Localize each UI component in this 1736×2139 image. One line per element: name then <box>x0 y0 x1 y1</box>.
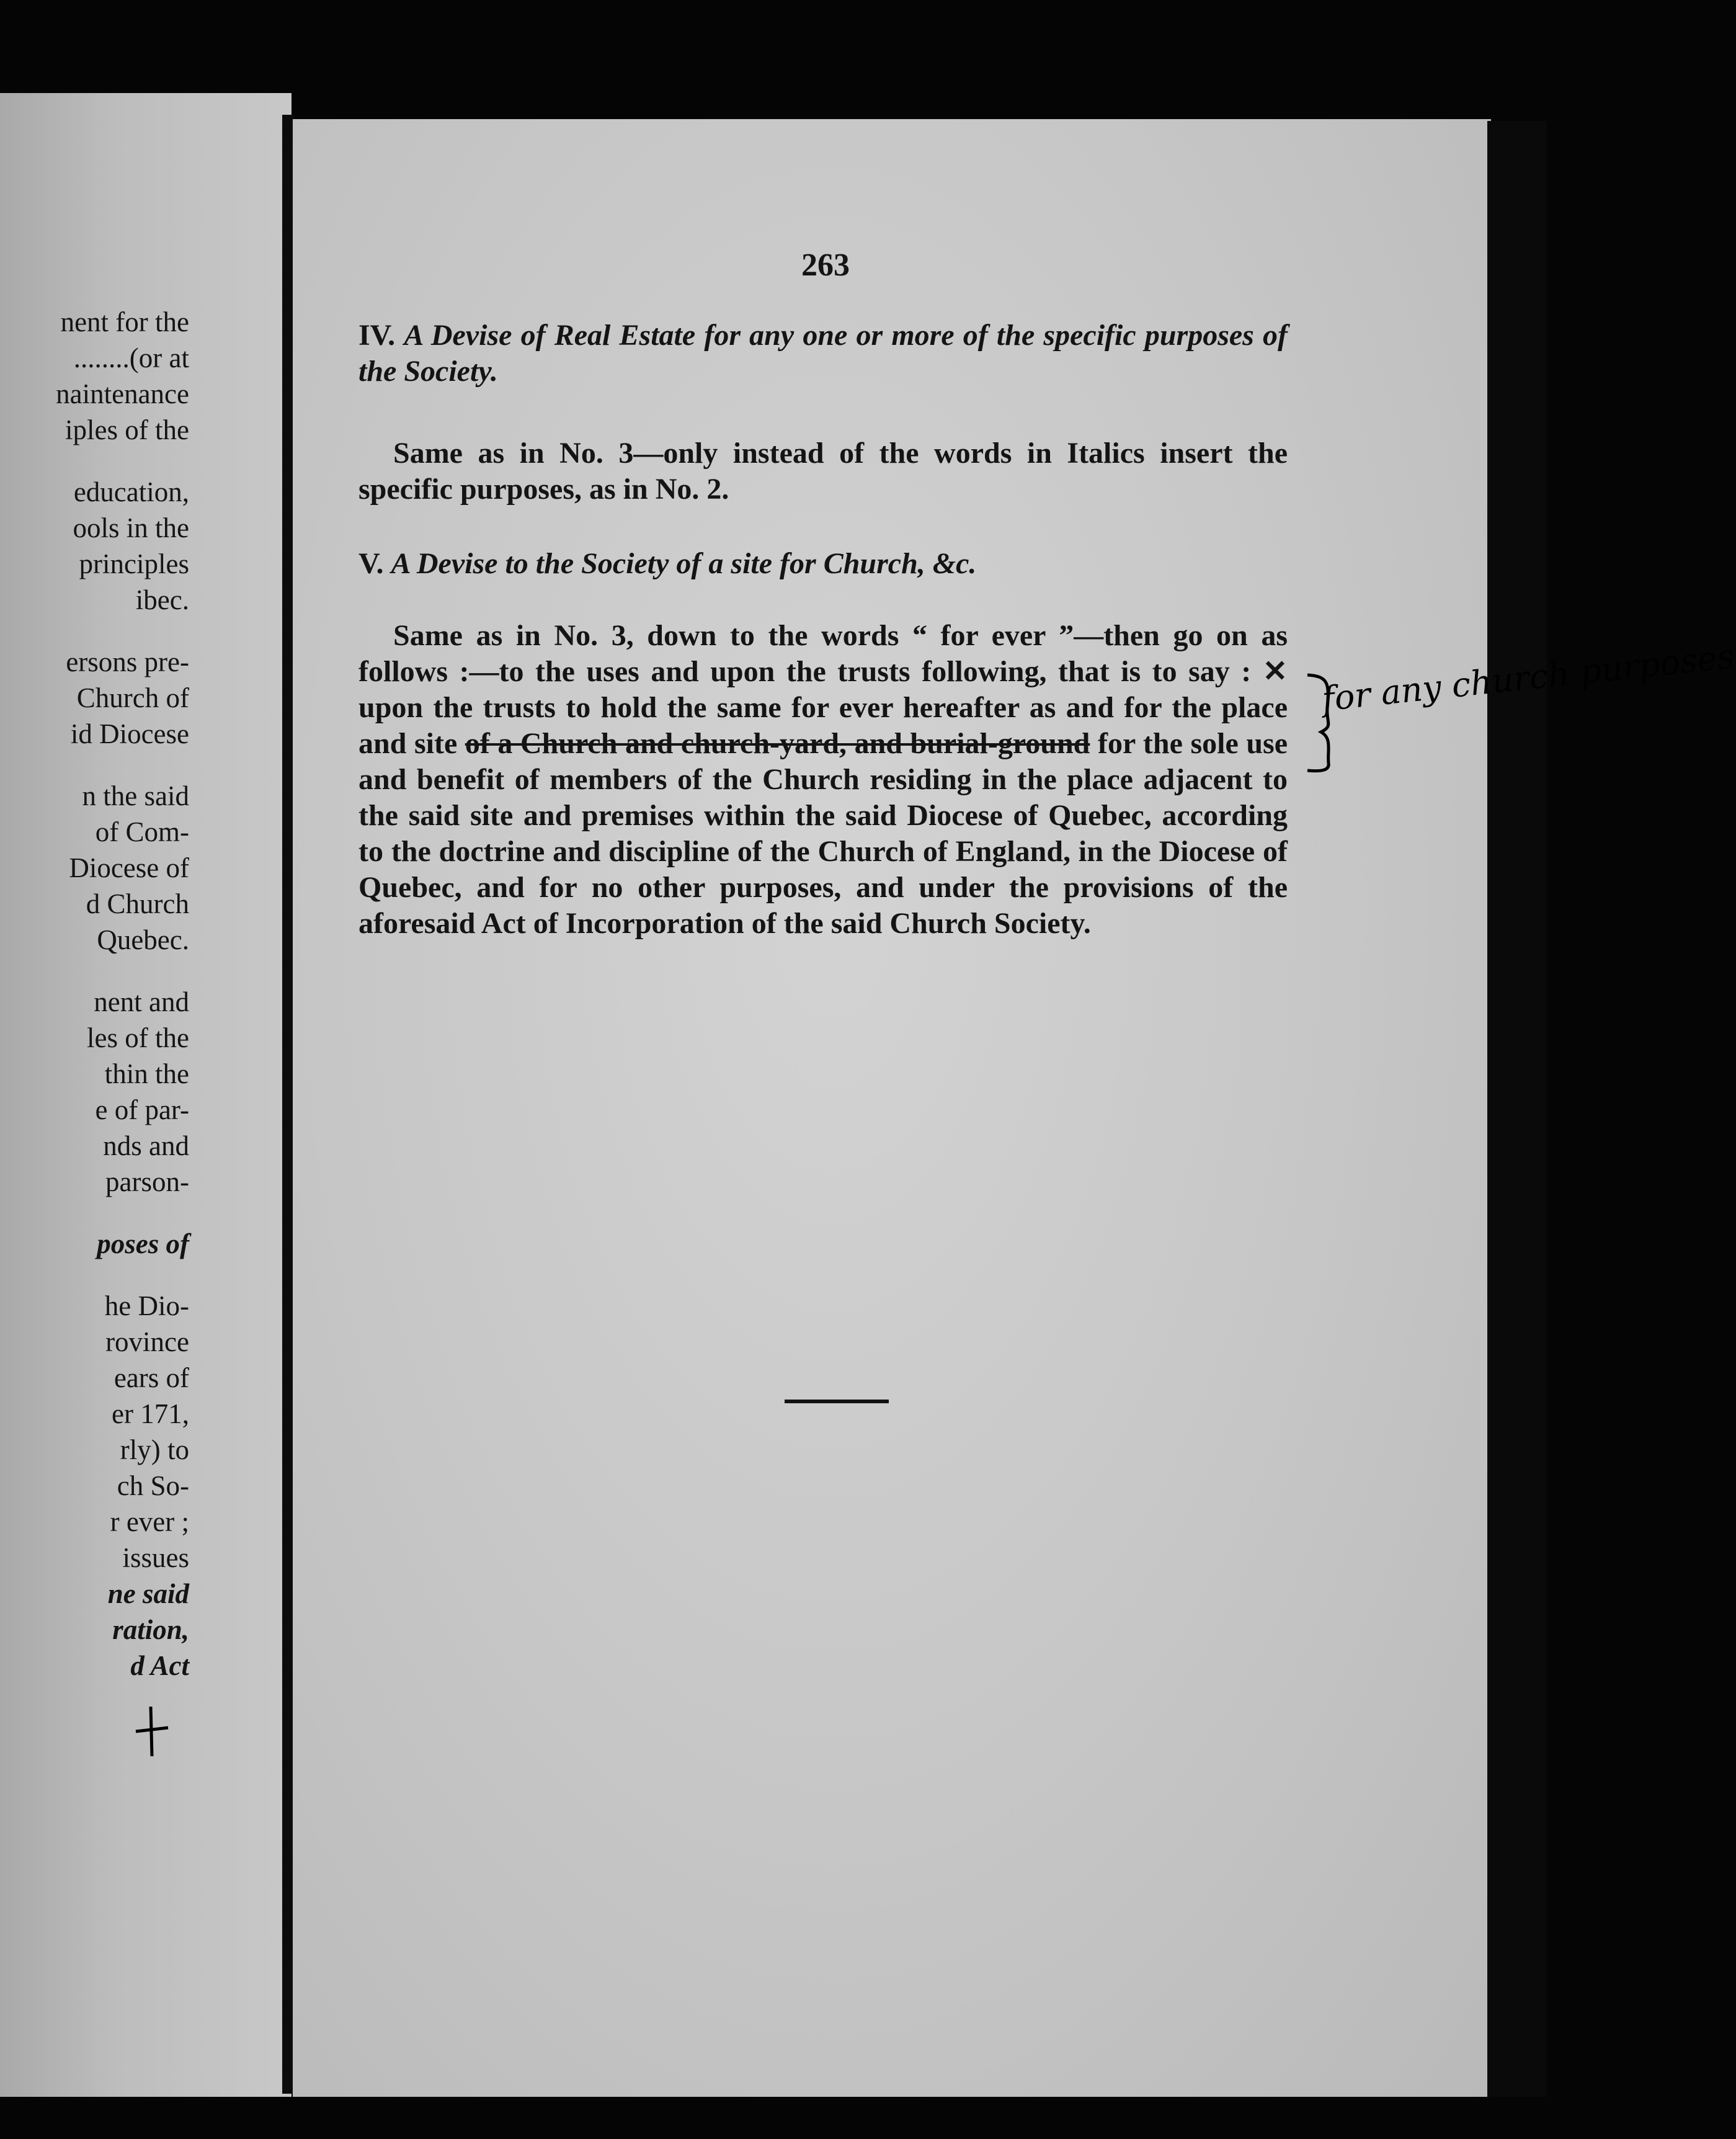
left-line: principles <box>79 548 189 579</box>
body-text-part: Same as in No. 3, down to the words “ for ever ”—then go on as follows :—to the uses and upon the trusts following, that is to say : <box>358 619 1288 688</box>
left-line: Diocese of <box>69 852 189 883</box>
paragraph-gap <box>0 618 189 644</box>
left-line: d Church <box>86 888 189 919</box>
left-line: d Act <box>130 1650 189 1681</box>
left-line: n the said <box>82 780 189 811</box>
left-line: e of par- <box>95 1094 189 1125</box>
right-page <box>293 119 1491 2097</box>
section-title: A Devise to the Society of a site for Church, &c. <box>391 547 977 580</box>
paragraph-gap <box>0 752 189 778</box>
section-rule <box>785 1400 889 1403</box>
left-line: Church of <box>76 682 189 713</box>
left-line: naintenance <box>56 378 189 409</box>
left-line: id Diocese <box>70 718 189 749</box>
left-line: education, <box>73 476 189 507</box>
left-line: issues <box>122 1542 189 1573</box>
section-title: A Devise of Real Estate for any one or more of the specific purposes of the Society. <box>358 319 1288 388</box>
struck-out-text: of a Church and church-yard, and burial-ground <box>465 727 1090 760</box>
left-line: Quebec. <box>97 924 189 955</box>
insertion-caret-mark: ✕ <box>1262 655 1288 688</box>
left-line: iples of the <box>65 414 189 445</box>
left-line: rovince <box>105 1326 189 1357</box>
section-numeral: IV. <box>358 319 396 352</box>
section-numeral: V. <box>358 547 384 580</box>
left-line: r ever ; <box>110 1506 189 1537</box>
left-line: ration, <box>112 1614 189 1645</box>
left-line: ne said <box>107 1578 189 1609</box>
left-line: ch So- <box>117 1470 189 1501</box>
paragraph-gap <box>0 1262 189 1288</box>
left-line: ears of <box>114 1362 189 1393</box>
left-line: ........(or at <box>73 342 189 373</box>
section-v-heading <box>358 546 1288 582</box>
left-line: rly) to <box>120 1434 189 1465</box>
paragraph-gap <box>0 1200 189 1226</box>
scan-border-bottom <box>0 2097 1547 2139</box>
left-line: les of the <box>87 1022 189 1053</box>
section-iv-body: Same as in No. 3—only instead of the words in Italics insert the specific purposes, as in No. 2. <box>358 437 1288 506</box>
section-v-body <box>358 618 1288 942</box>
left-line: er 171, <box>112 1398 189 1429</box>
left-page-text <box>0 304 189 1684</box>
left-line: thin the <box>104 1058 189 1089</box>
left-page <box>0 93 292 2134</box>
section-iv-heading <box>358 318 1288 390</box>
left-line: of Com- <box>95 816 189 847</box>
left-line: ibec. <box>135 584 189 615</box>
cross-mark <box>133 1703 171 1759</box>
left-line: nent and <box>94 986 189 1017</box>
body-text-part: for the sole use and benefit of members of the Church residing in the place adjacent to the said site and premises within the said Diocese of Quebec, according to the doctrine and discipline of the Church of England, in the Diocese of Quebec, and for no other purposes, and under the provisions of the aforesaid Act of Incorporation of the said Church Society. <box>358 727 1288 940</box>
paragraph-gap <box>0 448 189 474</box>
page-number: 263 <box>801 248 850 283</box>
left-line: nent for the <box>60 306 189 337</box>
scan-border-right <box>1487 121 1547 2139</box>
left-line: nds and <box>103 1130 189 1161</box>
handwritten-note: for any church purposes <box>1320 636 1736 719</box>
left-line: ersons pre- <box>66 646 189 677</box>
left-line: poses of <box>97 1228 189 1259</box>
paragraph-gap <box>0 958 189 984</box>
body-text-part: upon the trusts to hold the same for ever hereafter as and for the place and site <box>358 691 1288 760</box>
left-line: parson- <box>105 1166 189 1197</box>
left-line: ools in the <box>73 512 189 543</box>
left-line: he Dio- <box>104 1290 189 1321</box>
